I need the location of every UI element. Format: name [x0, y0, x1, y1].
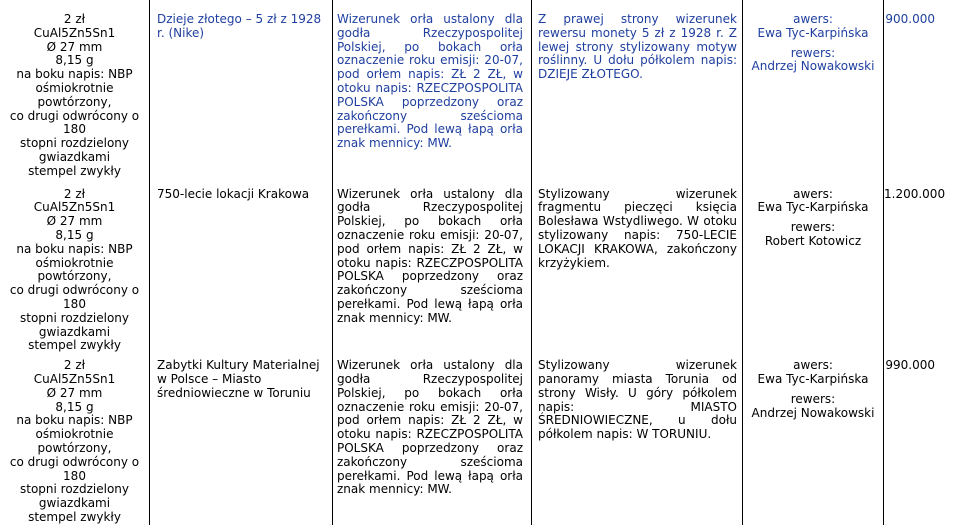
spec-weight: 8,15 g — [0, 401, 149, 415]
obverse-description-cell: Wizerunek orła ustalony dla godła Rzeczypospolitej Polskiej, po bokach orła oznaczenie roku emisji: 20-07, pod orłem napis: ZŁ 2 ZŁ, w otoku napis: RZECZPOSPOLITA POLSKA poprzedzony oraz zakończony sześcioma perełkami. Pod lewą łapą orła znak mennicy: MW. — [333, 353, 532, 525]
mintage-cell: 990.000 — [884, 353, 960, 525]
reverse-designer: Andrzej Nowakowski — [743, 60, 883, 74]
spec-edge-line: na boku napis: NBP — [0, 243, 149, 257]
coin-title-cell: Zabytki Kultury Materialnej w Polsce – Miasto średniowieczne w Toruniu — [150, 353, 333, 525]
spec-edge-line: na boku napis: NBP — [0, 414, 149, 428]
spec-edge-line: gwiazdkami — [0, 326, 149, 340]
spec-denomination: 2 zł — [0, 188, 149, 202]
reverse-label: rewers: — [743, 393, 883, 407]
spec-diameter: Ø 27 mm — [0, 215, 149, 229]
reverse-designer: Robert Kotowicz — [743, 235, 883, 249]
obverse-designer: Ewa Tyc-Karpińska — [743, 27, 883, 41]
spec-edge-line: na boku napis: NBP — [0, 68, 149, 82]
spec-weight: 8,15 g — [0, 229, 149, 243]
spec-denomination: 2 zł — [0, 13, 149, 27]
table-row — [0, 0, 960, 179]
spec-weight: 8,15 g — [0, 54, 149, 68]
table-row — [0, 179, 960, 354]
reverse-label: rewers: — [743, 47, 883, 61]
obverse-description-cell: Wizerunek orła ustalony dla godła Rzeczypospolitej Polskiej, po bokach orła oznaczenie roku emisji: 20-07, pod orłem napis: ZŁ 2 ZŁ, w otoku napis: RZECZPOSPOLITA POLSKA poprzedzony oraz zakończony sześcioma perełkami. Pod lewą łapą orła znak mennicy: MW. — [333, 0, 532, 179]
mintage-cell: 900.000 — [884, 0, 960, 179]
coin-title-cell: Dzieje złotego – 5 zł z 1928 r. (Nike) — [150, 0, 333, 179]
spec-edge-line: stopni rozdzielony — [0, 483, 149, 497]
designers-cell — [743, 179, 884, 354]
designers-cell — [743, 0, 884, 179]
spec-finish: stempel zwykły — [0, 339, 149, 353]
coin-specs-cell — [0, 179, 150, 354]
obverse-label: awers: — [743, 188, 883, 202]
spec-alloy: CuAl5Zn5Sn1 — [0, 373, 149, 387]
coin-specs-cell — [0, 0, 150, 179]
spec-alloy: CuAl5Zn5Sn1 — [0, 201, 149, 215]
mintage-cell: 1.200.000 — [884, 179, 960, 354]
reverse-designer: Andrzej Nowakowski — [743, 407, 883, 421]
spec-edge-line: co drugi odwrócony o 180 — [0, 284, 149, 312]
obverse-label: awers: — [743, 359, 883, 373]
reverse-label: rewers: — [743, 221, 883, 235]
spec-finish: stempel zwykły — [0, 165, 149, 179]
spec-alloy: CuAl5Zn5Sn1 — [0, 27, 149, 41]
spec-edge-line: ośmiokrotnie powtórzony, — [0, 82, 149, 110]
reverse-description-cell: Stylizowany wizerunek panoramy miasta Torunia od strony Wisły. U góry półkolem napis: MIASTO ŚREDNIOWIECZNE, u dołu półkolem napis: W TORUNIU. — [532, 353, 743, 525]
coin-title-cell: 750-lecie lokacji Krakowa — [150, 179, 333, 354]
spec-edge-line: stopni rozdzielony — [0, 312, 149, 326]
spec-edge-line: stopni rozdzielony — [0, 137, 149, 151]
reverse-description-cell: Stylizowany wizerunek fragmentu pieczęci księcia Bolesława Wstydliwego. W otoku stylizowany napis: 750-LECIE LOKACJI KRAKOWA, zakończony krzyżykiem. — [532, 179, 743, 354]
spec-finish: stempel zwykły — [0, 511, 149, 525]
obverse-label: awers: — [743, 13, 883, 27]
spec-edge-line: ośmiokrotnie powtórzony, — [0, 257, 149, 285]
spec-denomination: 2 zł — [0, 359, 149, 373]
obverse-designer: Ewa Tyc-Karpińska — [743, 201, 883, 215]
reverse-description-cell: Z prawej strony wizerunek rewersu monety 5 zł z 1928 r. Z lewej strony stylizowany motyw roślinny. U dołu półkolem napis: DZIEJE ZŁOTEGO. — [532, 0, 743, 179]
spec-edge-line: ośmiokrotnie powtórzony, — [0, 428, 149, 456]
obverse-description-cell: Wizerunek orła ustalony dla godła Rzeczypospolitej Polskiej, po bokach orła oznaczenie roku emisji: 20-07, pod orłem napis: ZŁ 2 ZŁ, w otoku napis: RZECZPOSPOLITA POLSKA poprzedzony oraz zakończony sześcioma perełkami. Pod lewą łapą orła znak mennicy: MW. — [333, 179, 532, 354]
spec-diameter: Ø 27 mm — [0, 41, 149, 55]
spec-edge-line: gwiazdkami — [0, 151, 149, 165]
spec-edge-line: co drugi odwrócony o 180 — [0, 110, 149, 138]
obverse-designer: Ewa Tyc-Karpińska — [743, 373, 883, 387]
spec-edge-line: gwiazdkami — [0, 497, 149, 511]
spec-diameter: Ø 27 mm — [0, 387, 149, 401]
spec-edge-line: co drugi odwrócony o 180 — [0, 456, 149, 484]
